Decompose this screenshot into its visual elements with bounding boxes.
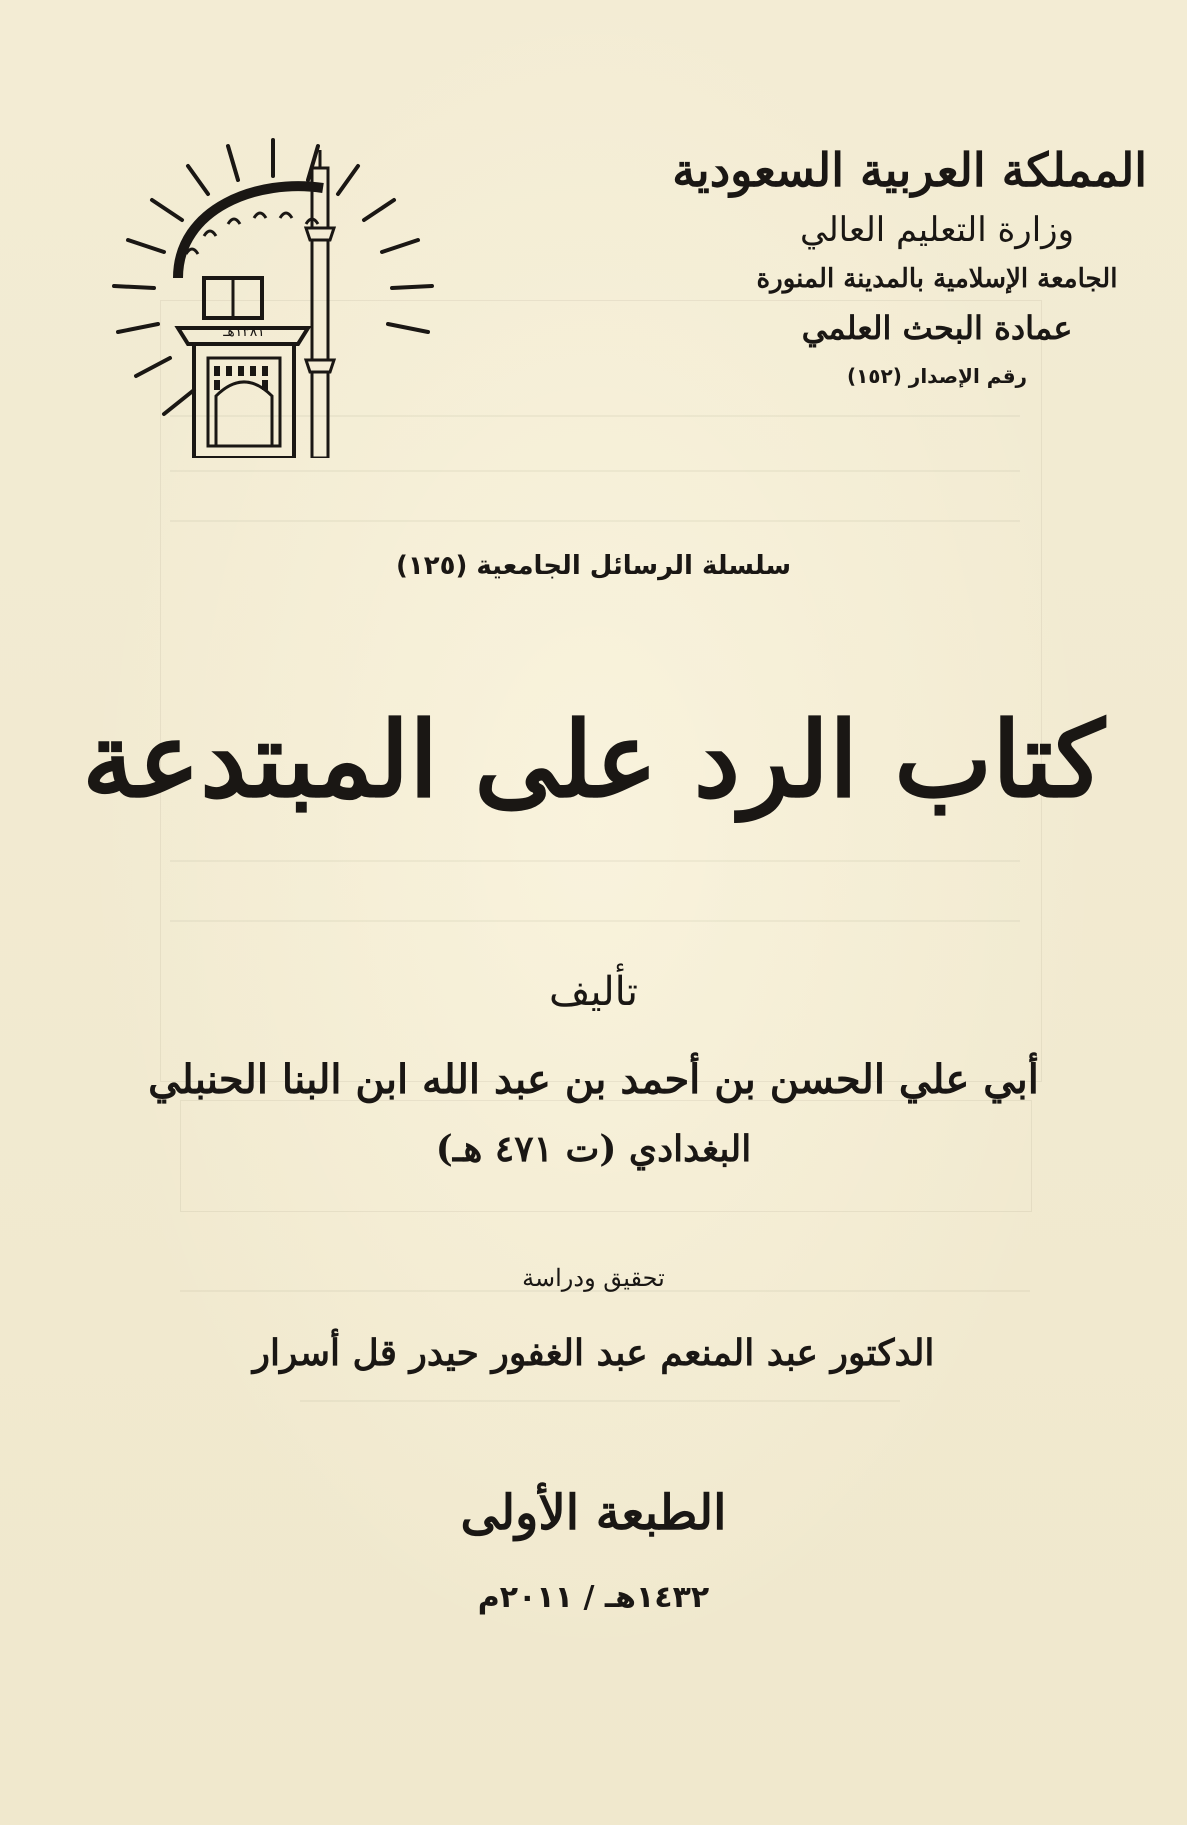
university-name: الجامعة الإسلامية بالمدينة المنورة xyxy=(756,264,1118,294)
issue-number: رقم الإصدار (١٥٢) xyxy=(846,364,1028,388)
authored-by-label: تأليف xyxy=(549,969,638,1015)
university-emblem xyxy=(108,128,438,458)
publisher-header xyxy=(672,140,1147,396)
kingdom-name: المملكة العربية السعودية xyxy=(672,143,1147,197)
edited-by-label: تحقيق ودراسة xyxy=(522,1264,665,1292)
author-name: أبي علي الحسن بن أحمد بن عبد الله ابن البنا الحنبلي xyxy=(148,1056,1039,1103)
emblem-year: ١٣٨١هـ xyxy=(223,324,265,340)
bleed-through-line xyxy=(170,470,1020,472)
emblem-graphic xyxy=(108,128,438,458)
edition-label: الطبعة الأولى xyxy=(460,1485,727,1541)
publication-date: ١٤٣٢هـ / ٢٠١١م xyxy=(477,1580,710,1615)
ministry-name: وزارة التعليم العالي xyxy=(799,210,1074,250)
deanship-name: عمادة البحث العلمي xyxy=(801,309,1073,347)
book-title: كتاب الرد على المبتدعة xyxy=(82,698,1105,821)
author-nisba-death: البغدادي (ت ٤٧١ هـ) xyxy=(435,1128,752,1170)
bleed-through-line xyxy=(300,1400,900,1402)
bleed-through-line xyxy=(170,920,1020,922)
bleed-through-line xyxy=(170,860,1020,862)
editor-name: الدكتور عبد المنعم عبد الغفور حيدر قل أسرار xyxy=(252,1332,935,1374)
bleed-through-line xyxy=(170,520,1020,522)
series-title: سلسلة الرسائل الجامعية (١٢٥) xyxy=(395,551,792,581)
